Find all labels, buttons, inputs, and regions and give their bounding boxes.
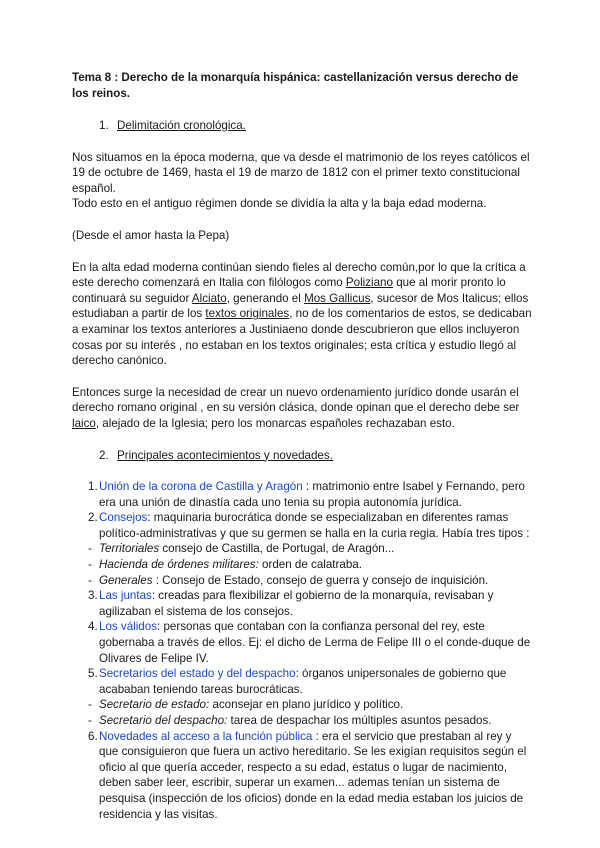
list-item-label: Unión de la corona de Castilla y Aragón [99, 480, 303, 494]
text-run: Entonces surge la necesidad de crear un nuevo ordenamiento jurídico donde usarán el derecho romano original , en su versión clásica, donde opinan que el derecho debe ser [72, 385, 520, 415]
list-item-text: : órganos unipersonales de gobierno que acababan teniendo tareas burocráticas. [99, 667, 507, 696]
sub-list-item [72, 697, 532, 713]
sub-item-label: Secretario del despacho: [99, 714, 228, 727]
sub-list-item [72, 541, 532, 557]
list-item-label: Novedades al acceso a la función pública [99, 729, 313, 743]
text-run: , alejado de la Iglesia; pero los monarcas españoles rechazaban esto. [95, 416, 455, 430]
underlined-term: textos originales [205, 307, 290, 321]
list-item [72, 729, 532, 823]
dash-bullet: - [88, 714, 92, 727]
dash-bullet: - [88, 542, 92, 556]
list-item-text: : era el servicio que prestaban al rey y que consiguieron que fuera un activo hereditario. Se les exigían requisitos según el oficio al que quería acceder, respecto a su edad, estatus o lugar de nacimiento, deben saber leer, escribir, superar un examen... ademas tenían un sistema de pesquisa (inspección de los oficios) donde en la edad media estaban los juicios de residencia y las visitas. [99, 729, 527, 821]
list-item-label: Los válidos [99, 620, 158, 634]
list-item-label: Secretarios del estado y del despacho [99, 667, 296, 681]
underlined-term: laico [72, 416, 96, 430]
list-number: 3. [88, 589, 98, 603]
paragraph: (Desde el amor hasta la Pepa) [72, 228, 230, 242]
sub-item-text: : Consejo de Estado, consejo de guerra y consejo de inquisición. [152, 573, 489, 587]
section-heading-2 [72, 448, 532, 464]
numbered-list [72, 479, 532, 822]
dash-bullet: - [88, 573, 92, 587]
text-run: En la alta edad moderna continúan siendo fieles al derecho común,por lo que la crítica a este derecho comenzará en Italia con filólogos como [72, 260, 526, 290]
list-number: 1. [88, 480, 98, 494]
text-run: , generando el [226, 291, 305, 305]
underlined-term: Alciato [191, 291, 227, 305]
section-number: 2. [99, 448, 109, 462]
section-title: Delimitación cronológica. [117, 119, 246, 132]
list-item-text: : maquinaria burocrática donde se especializaban en diferentes ramas político-administrativas y que su germen se halla en la curia regia. Había tres tipos : [99, 511, 530, 540]
underlined-term: Poliziano [345, 276, 393, 290]
sub-list-item [72, 713, 532, 729]
dash-bullet: - [88, 558, 92, 572]
list-item-text: : matrimonio entre Isabel y Fernando, pero era una unión de dinastía cada uno tenia su propia autonomía jurídica. [99, 480, 525, 509]
sub-item-label: Hacienda de órdenes militares: [99, 558, 259, 572]
underlined-term: Mos Gallicus [304, 291, 371, 305]
paragraph [72, 385, 532, 432]
paragraph [72, 260, 532, 369]
list-item-text: : creadas para flexibilizar el gobierno de la monarquía, revisaban y agilizaban el sistema de los consejos. [99, 589, 494, 618]
text-run: , no de los comentarios de estos, se dedicaban a examinar los textos anteriores a Justiniaeno donde descubrieron que ellos incluyeron cosas por su interés , no estaban en los textos originales; esta crítica y estudio llegó al derecho canónico. [72, 307, 532, 368]
list-item-label: Consejos [99, 511, 148, 525]
text-run: que al morir pronto lo continuará su seguidor [72, 276, 506, 305]
section-number: 1. [99, 119, 109, 132]
paragraph: Todo esto en el antiguo régimen donde se dividía la alta y la baja edad moderna. [72, 197, 487, 211]
list-item [72, 588, 532, 619]
section-title: Principales acontecimientos y novedades. [117, 448, 333, 462]
sub-item-text: consejo de Castilla, de Portugal, de Aragón... [159, 542, 395, 556]
list-number: 4. [88, 620, 98, 634]
list-number: 2. [88, 511, 98, 525]
sub-list-item [72, 573, 532, 589]
sub-item-label: Secretario de estado: [99, 698, 210, 712]
list-number: 6. [88, 729, 98, 743]
sub-list-item [72, 557, 532, 573]
sub-item-text: tarea de despachar los múltiples asuntos pesados. [227, 714, 492, 727]
sub-item-text: orden de calatraba. [258, 558, 362, 572]
sub-item-label: Territoriales [99, 542, 160, 556]
list-number: 5. [88, 667, 98, 681]
sub-item-text: aconsejar en plano jurídico y político. [209, 698, 404, 712]
paragraph: Nos situamos en la época moderna, que va desde el matrimonio de los reyes católicos el 19 de octubre de 1469, hasta el 19 de marzo de 1812 con el primer texto constitucional español. [72, 150, 530, 195]
sub-item-label: Generales [99, 573, 153, 587]
document-page [72, 70, 532, 822]
list-item-text: : personas que contaban con la confianza personal del rey, este gobernaba a través de ellos. Ej: el dicho de Lerma de Felipe III o el conde-duque de Olivares de Felipe IV. [99, 620, 531, 665]
list-item-label: Las juntas [99, 589, 152, 603]
list-item [72, 510, 532, 541]
list-item [72, 479, 532, 510]
dash-bullet: - [88, 698, 92, 712]
document-title: Tema 8 : Derecho de la monarquía hispánica: castellanización versus derecho de los reinos. [72, 71, 519, 100]
list-item [72, 666, 532, 697]
section-heading-1 [72, 118, 532, 134]
text-run: , sucesor de Mos Italicus; ellos estudiaban a partir de los [72, 291, 529, 321]
list-item [72, 619, 532, 666]
